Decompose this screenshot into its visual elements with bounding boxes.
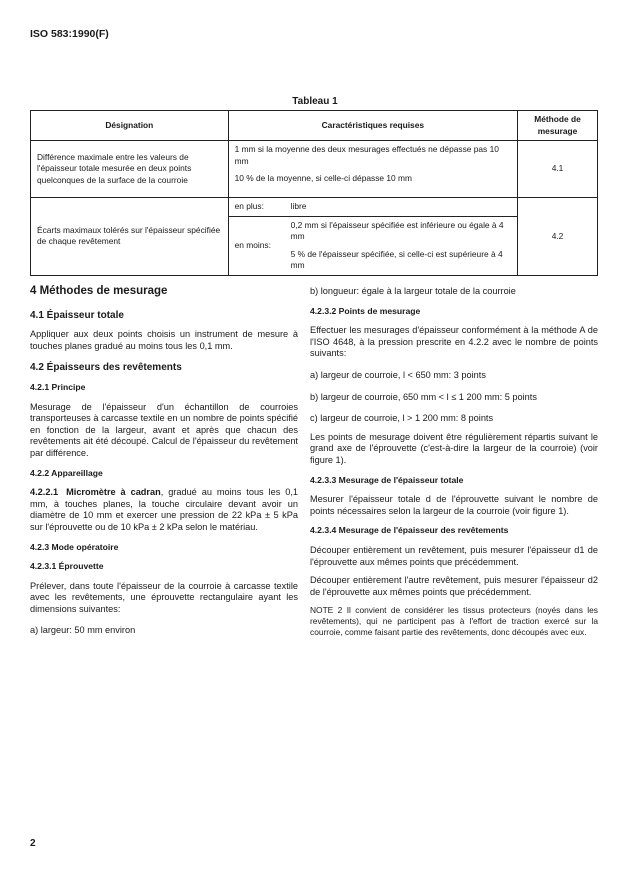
section-4-2-3-4-heading: 4.2.3.4 Mesurage de l'épaisseur des revêtements — [310, 525, 509, 536]
points-item-b: b) largeur de courroie, 650 mm < l ≤ 1 200 mm: 5 points — [310, 391, 537, 402]
section-4-2-3-1-heading: 4.2.3.1 Éprouvette — [30, 561, 104, 572]
section-4-2-3-4-text-2: Découper entièrement l'autre revêtement, puis mesurer l'épaisseur d2 de l'éprouvette aux mêmes points que précédemment. — [310, 575, 598, 597]
page-number: 2 — [30, 838, 36, 849]
table-row — [31, 198, 598, 276]
section-4-2-1-heading: 4.2.1 Principe — [30, 381, 86, 392]
section-4-2-3-2-heading: 4.2.3.2 Points de mesurage — [310, 305, 421, 316]
section-4-2-heading: 4.2 Épaisseurs des revêtements — [30, 362, 182, 374]
en-plus-label: en plus: — [229, 198, 285, 216]
row1-designation: Différence maximale entre les valeurs de l'épaisseur totale mesurée en deux points quelconques de la surface de la courroie — [31, 141, 229, 198]
section-4-1-text: Appliquer aux deux points choisis un instrument de mesure à touches planes gradué au moins tous les 0,1 mm. — [30, 329, 298, 351]
row1-req1: 1 mm si la moyenne des deux mesurages effectués ne dépasse pas 10 mm — [234, 144, 499, 166]
en-moins-label: en moins: — [234, 239, 271, 250]
section-4-2-2-1-number: 4.2.2.1 — [30, 487, 59, 498]
en-moins-values — [285, 216, 517, 275]
note-2: NOTE 2 Il convient de considérer les tissus protecteurs (noyés dans les revêtements), qui ne participent pas à l'effort de traction exercé sur la courroie, comme faisant partie des revêtements, donc découpés avec eux. — [310, 605, 598, 638]
section-4-2-2-1-title: Micromètre à cadran — [66, 487, 161, 498]
section-4-2-3-3-heading: 4.2.3.3 Mesurage de l'épaisseur totale — [310, 474, 464, 485]
row2-designation: Écarts maximaux tolérés sur l'épaisseur spécifiée de chaque revêtement — [31, 198, 229, 276]
section-4-2-3-2-text-2: Les points de mesurage doivent être régulièrement répartis suivant le grand axe de l'éprouvette (c'est-à-dire la largeur de la courroie) (voir figure 1). — [310, 431, 598, 465]
moins-value-1: 0,2 mm si l'épaisseur spécifiée est inférieure ou égale à 4 mm — [290, 219, 504, 241]
right-column — [310, 286, 598, 645]
table-header-requirements: Caractéristiques requises — [228, 111, 517, 141]
item-b-length: b) longueur: égale à la largeur totale de la courroie — [310, 286, 516, 296]
item-a-width: a) largeur: 50 mm environ — [30, 625, 136, 636]
section-4-2-2-heading: 4.2.2 Appareillage — [30, 467, 103, 478]
row1-method: 4.1 — [518, 141, 598, 198]
points-item-a: a) largeur de courroie, l < 650 mm: 3 points — [310, 369, 486, 380]
table-row — [31, 141, 598, 198]
en-plus-value: libre — [285, 198, 517, 216]
table-header-designation: Désignation — [31, 111, 229, 141]
section-4-2-1-text: Mesurage de l'épaisseur d'un échantillon de courroies transporteuses à carcasse textile en un nombre de points spécifié en fonction de la largeur, avant et après que chacun des revêtements ait été découpé. Calcul de l'épaisseur du revêtement par différence. — [30, 401, 298, 458]
row2-requirements — [228, 198, 517, 276]
section-4-2-3-2-text: Effectuer les mesurages d'épaisseur conformément à la méthode A de l'ISO 4648, à la pression prescrite en 4.2.2 avec le nombre de points suivants: — [310, 325, 598, 359]
table-caption: Tableau 1 — [292, 96, 338, 107]
moins-value-2: 5 % de l'épaisseur spécifiée, si celle-ci est supérieure à 4 mm — [290, 248, 503, 270]
left-column — [30, 286, 298, 644]
section-4-2-3-3-text: Mesurer l'épaisseur totale d de l'éprouvette suivant le nombre de points nécessaires selon la largeur de la courroie (voir figure 1). — [310, 494, 598, 516]
table-header-method: Méthode de mesurage — [518, 111, 598, 141]
section-4-2-3-4-text-1: Découper entièrement un revêtement, puis mesurer l'épaisseur d1 de l'éprouvette aux mêmes points que précédemment. — [310, 544, 598, 567]
requirements-table — [30, 110, 598, 276]
section-4-2-2-1-body: , gradué au moins tous les 0,1 mm, à touches planes, la touche circulaire devant avoir un diamètre de 10 mm et exercer une pression de 22 kPa ± 5 kPa sur l'éprouvette ou de 10 kPa ± 2 kPa selon le matériau. — [30, 487, 298, 532]
row2-method: 4.2 — [518, 198, 598, 276]
row1-req2: 10 % de la moyenne, si celle-ci dépasse 10 mm — [234, 173, 412, 183]
points-item-c: c) largeur de courroie, l > 1 200 mm: 8 points — [310, 413, 494, 424]
section-4-2-2-1-text — [30, 487, 298, 533]
document-code: ISO 583:1990(F) — [30, 28, 109, 40]
row1-requirements — [228, 141, 517, 198]
section-4-heading: 4 Méthodes de mesurage — [30, 285, 168, 297]
section-4-1-heading: 4.1 Épaisseur totale — [30, 309, 124, 321]
section-4-2-3-1-text: Prélever, dans toute l'épaisseur de la courroie à carcasse textile avec les revêtements, une éprouvette rectangulaire ayant les dimensions suivantes: — [30, 580, 298, 614]
section-4-2-3-heading: 4.2.3 Mode opératoire — [30, 541, 119, 552]
